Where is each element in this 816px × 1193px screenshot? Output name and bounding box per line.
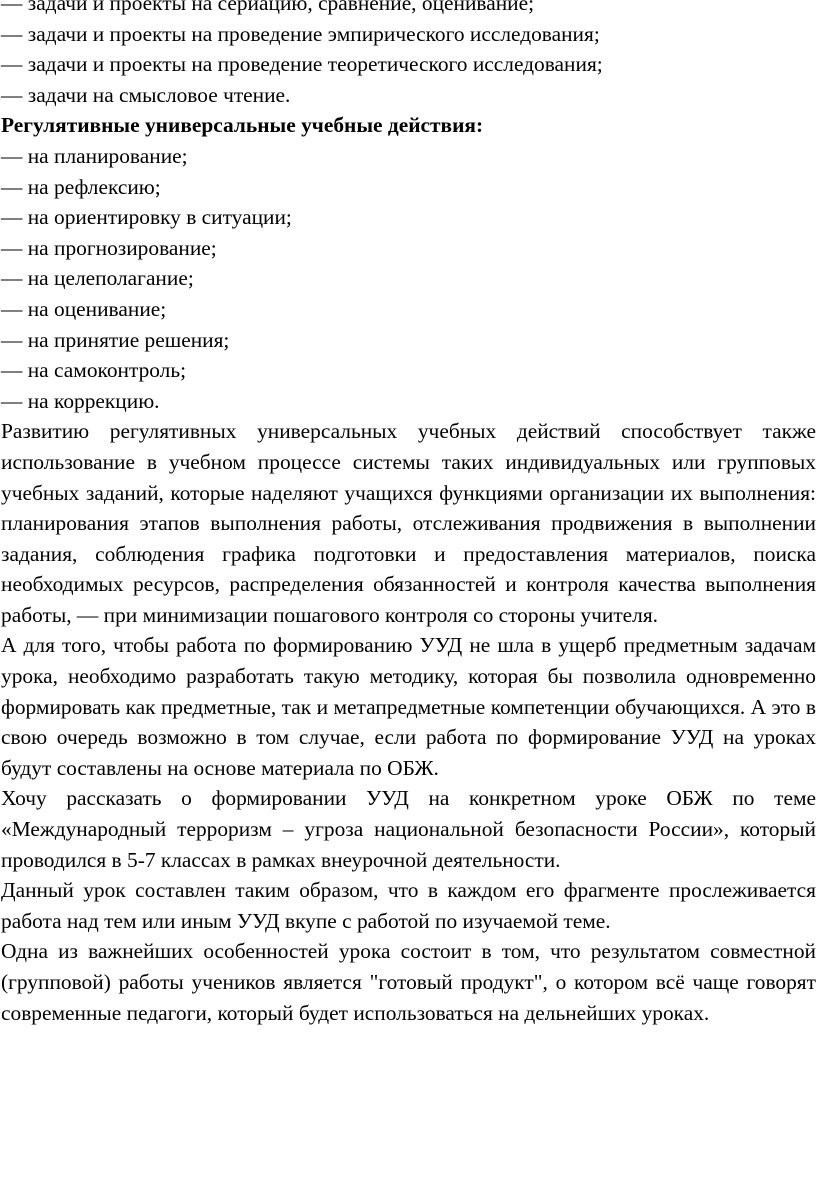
paragraph-regulatory-development: Развитию регулятивных универсальных учебных действий способствует также использование в учебном процессе системы таких индивидуальных или групповых учебных заданий, которые наделяют учащихся функциями организации их выполнения: планирования этапов выполнения работы, отслеживания продвижения в выполнении задания, соблюдения графика подготовки и предоставления материалов, поиска необходимых ресурсов, распределения обязанностей и контроля качества выполнения работы, — при минимизации пошагового контроля со стороны учителя. (1, 419, 816, 627)
section-heading: Регулятивные универсальные учебные действия: (1, 113, 484, 138)
list-item: — задачи на смысловое чтение. (1, 82, 291, 107)
list-item: — задачи и проекты на сериацию, сравнение, оценивание; (1, 0, 535, 15)
paragraph-lesson-topic: Хочу рассказать о формировании УУД на конкретном уроке ОБЖ по теме «Международный терроризм – угроза национальной безопасности России», который проводился в 5-7 классах в рамках внеурочной деятельности. (1, 786, 816, 872)
list-item: — на самоконтроль; (1, 358, 187, 383)
list-item: — на целеполагание; (1, 266, 194, 291)
list-item: — задачи и проекты на проведение эмпирического исследования; (1, 21, 600, 46)
list-item: — на принятие решения; (1, 327, 230, 352)
list-item: — на ориентировку в ситуации; (1, 205, 292, 230)
paragraph-lesson-feature: Одна из важнейших особенностей урока состоит в том, что результатом совместной (групповой) работы учеников является "готовый продукт", о котором всё чаще говорят современные педагоги, который будет использоваться на дельнейших уроках. (1, 939, 816, 1025)
list-item: — на планирование; (1, 143, 188, 168)
paragraph-lesson-structure: Данный урок составлен таким образом, что в каждом его фрагменте прослеживается работа над тем или иным УУД вкупе с работой по изучаемой теме. (1, 878, 816, 933)
paragraph-methodology: А для того, чтобы работа по формированию УУД не шла в ущерб предметным задачам урока, необходимо разработать такую методику, которая бы позволила одновременно формировать как предметные, так и метапредметные компетенции обучающихся. А это в свою очередь возможно в том случае, если работа по формирование УУД на уроках будут составлены на основе материала по ОБЖ. (1, 633, 816, 780)
list-item: — на оценивание; (1, 296, 167, 321)
list-item: — на коррекцию. (1, 388, 160, 413)
list-item: — задачи и проекты на проведение теоретического исследования; (1, 52, 603, 77)
list-item: — на рефлексию; (1, 174, 161, 199)
list-item: — на прогнозирование; (1, 235, 217, 260)
